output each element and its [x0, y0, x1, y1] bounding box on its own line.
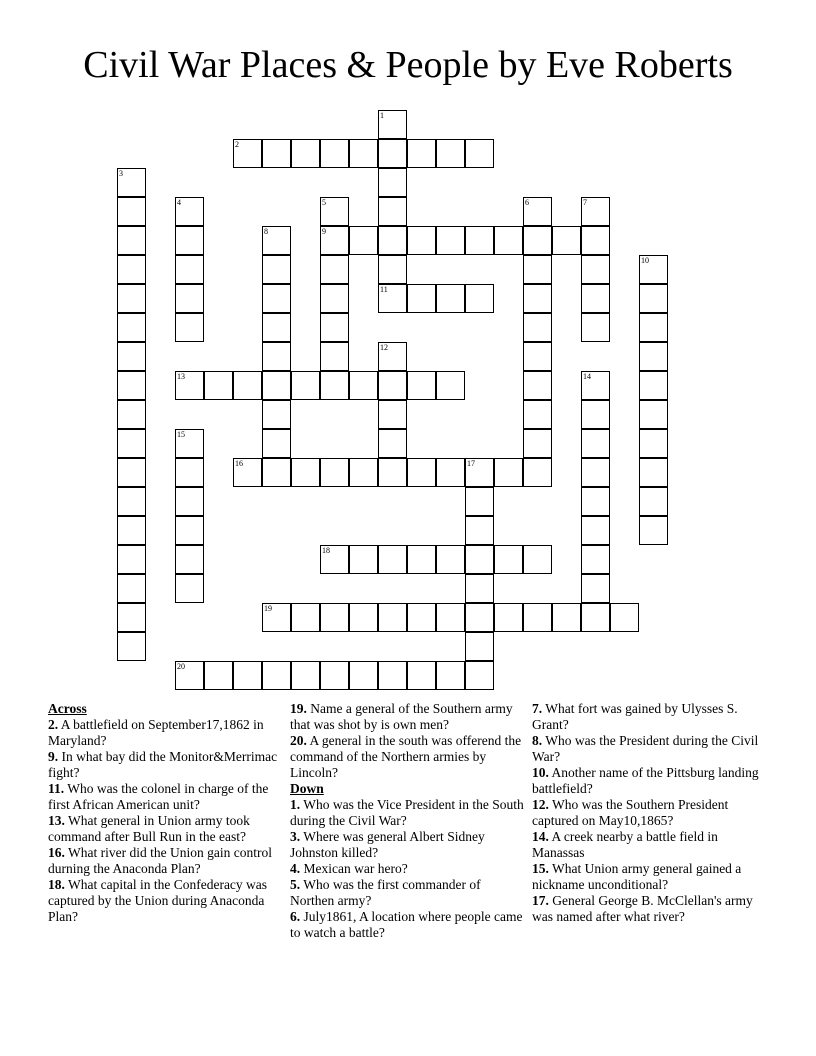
grid-cell[interactable] [465, 487, 494, 516]
grid-cell[interactable] [465, 284, 494, 313]
grid-cell[interactable] [639, 429, 668, 458]
grid-cell[interactable] [378, 255, 407, 284]
clues-column-3 [532, 701, 768, 925]
grid-cell[interactable] [581, 545, 610, 574]
grid-cell[interactable] [117, 487, 146, 516]
grid-cell[interactable] [320, 371, 349, 400]
grid-cell[interactable] [378, 226, 407, 255]
grid-cell[interactable] [523, 313, 552, 342]
grid-cell[interactable] [523, 197, 552, 226]
grid-cell[interactable] [639, 516, 668, 545]
clue-number: 16. [48, 845, 65, 860]
grid-cell[interactable] [465, 545, 494, 574]
grid-cell[interactable] [262, 661, 291, 690]
grid-cell[interactable] [320, 226, 349, 255]
grid-cell[interactable] [378, 545, 407, 574]
grid-cell[interactable] [436, 545, 465, 574]
grid-cell[interactable] [523, 545, 552, 574]
grid-cell[interactable] [407, 458, 436, 487]
cell-number: 2 [235, 140, 239, 149]
clue-number: 12. [532, 797, 549, 812]
clue-text: General George B. McClellan's army was named after what river? [532, 893, 753, 924]
grid-cell[interactable] [175, 487, 204, 516]
cell-number: 5 [322, 198, 326, 207]
grid-cell[interactable] [581, 197, 610, 226]
grid-cell[interactable] [436, 603, 465, 632]
down-clue [532, 829, 768, 861]
grid-cell[interactable] [262, 255, 291, 284]
clue-number: 2. [48, 717, 59, 732]
grid-cell[interactable] [117, 516, 146, 545]
clue-number: 15. [532, 861, 549, 876]
grid-cell[interactable] [465, 516, 494, 545]
across-clue [290, 701, 526, 733]
clue-number: 6. [290, 909, 301, 924]
cell-number: 6 [525, 198, 529, 207]
clue-text: Another name of the Pittsburg landing battlefield? [532, 765, 759, 796]
down-clue [290, 861, 526, 877]
cell-number: 10 [641, 256, 649, 265]
grid-cell[interactable] [117, 197, 146, 226]
clue-text: In what bay did the Monitor&Merrimac fight? [48, 749, 278, 780]
grid-cell[interactable] [117, 342, 146, 371]
grid-cell[interactable] [639, 400, 668, 429]
grid-cell[interactable] [581, 226, 610, 255]
grid-cell[interactable] [349, 371, 378, 400]
grid-cell[interactable] [349, 139, 378, 168]
grid-cell[interactable] [378, 400, 407, 429]
clue-number: 4. [290, 861, 301, 876]
clue-number: 5. [290, 877, 301, 892]
grid-cell[interactable] [639, 458, 668, 487]
grid-cell[interactable] [378, 139, 407, 168]
clue-text: Mexican war hero? [300, 861, 408, 876]
grid-cell[interactable] [639, 313, 668, 342]
grid-cell[interactable] [117, 429, 146, 458]
grid-cell[interactable] [320, 139, 349, 168]
across-clue [48, 749, 284, 781]
grid-cell[interactable] [465, 574, 494, 603]
grid-cell[interactable] [581, 371, 610, 400]
grid-cell[interactable] [494, 226, 523, 255]
grid-cell[interactable] [378, 168, 407, 197]
grid-cell[interactable] [175, 516, 204, 545]
grid-cell[interactable] [378, 342, 407, 371]
down-clue [532, 797, 768, 829]
cell-number: 7 [583, 198, 587, 207]
clue-number: 19. [290, 701, 307, 716]
grid-cell[interactable] [610, 603, 639, 632]
down-clue [290, 797, 526, 829]
grid-cell[interactable] [320, 603, 349, 632]
grid-cell[interactable] [407, 603, 436, 632]
grid-cell[interactable] [407, 226, 436, 255]
grid-cell[interactable] [407, 661, 436, 690]
grid-cell[interactable] [117, 574, 146, 603]
grid-cell[interactable] [378, 661, 407, 690]
grid-cell[interactable] [262, 458, 291, 487]
across-clue [48, 813, 284, 845]
grid-cell[interactable] [378, 603, 407, 632]
clue-number: 1. [290, 797, 301, 812]
grid-cell[interactable] [262, 313, 291, 342]
grid-cell[interactable] [465, 661, 494, 690]
clue-number: 17. [532, 893, 549, 908]
grid-cell[interactable] [552, 603, 581, 632]
grid-cell[interactable] [465, 603, 494, 632]
grid-cell[interactable] [262, 371, 291, 400]
clue-text: Who was the Southern President captured on May10,1865? [532, 797, 729, 828]
grid-cell[interactable] [320, 458, 349, 487]
grid-cell[interactable] [581, 313, 610, 342]
grid-cell[interactable] [349, 603, 378, 632]
grid-cell[interactable] [581, 603, 610, 632]
grid-cell[interactable] [175, 371, 204, 400]
down-clue [532, 733, 768, 765]
clue-number: 8. [532, 733, 543, 748]
cell-number: 15 [177, 430, 185, 439]
grid-cell[interactable] [117, 255, 146, 284]
grid-cell[interactable] [175, 226, 204, 255]
across-clue [48, 845, 284, 877]
grid-cell[interactable] [523, 603, 552, 632]
clue-number: 7. [532, 701, 543, 716]
grid-cell[interactable] [262, 603, 291, 632]
clue-text: Who was the Vice President in the South during the Civil War? [290, 797, 524, 828]
grid-cell[interactable] [639, 342, 668, 371]
clues-column-2 [290, 701, 526, 941]
grid-cell[interactable] [320, 313, 349, 342]
cell-number: 11 [380, 285, 388, 294]
grid-cell[interactable] [117, 603, 146, 632]
grid-cell[interactable] [378, 429, 407, 458]
grid-cell[interactable] [262, 342, 291, 371]
grid-cell[interactable] [175, 284, 204, 313]
grid-cell[interactable] [523, 458, 552, 487]
grid-cell[interactable] [523, 342, 552, 371]
grid-cell[interactable] [639, 284, 668, 313]
grid-cell[interactable] [175, 458, 204, 487]
clue-text: What river did the Union gain control durning the Anaconda Plan? [48, 845, 272, 876]
grid-cell[interactable] [262, 139, 291, 168]
clue-text: July1861, A location where people came to watch a battle? [290, 909, 523, 940]
clue-text: A general in the south was offerend the command of the Northern armies by Lincoln? [290, 733, 522, 780]
grid-cell[interactable] [233, 661, 262, 690]
grid-cell[interactable] [349, 226, 378, 255]
grid-cell[interactable] [378, 371, 407, 400]
cell-number: 8 [264, 227, 268, 236]
grid-cell[interactable] [175, 574, 204, 603]
grid-cell[interactable] [436, 226, 465, 255]
clue-number: 18. [48, 877, 65, 892]
grid-cell[interactable] [262, 226, 291, 255]
grid-cell[interactable] [407, 371, 436, 400]
clue-text: What fort was gained by Ulysses S. Grant? [532, 701, 738, 732]
across-clue [48, 877, 284, 925]
grid-cell[interactable] [175, 197, 204, 226]
grid-cell[interactable] [523, 226, 552, 255]
grid-cell[interactable] [581, 255, 610, 284]
grid-cell[interactable] [378, 458, 407, 487]
grid-cell[interactable] [349, 661, 378, 690]
grid-cell[interactable] [291, 371, 320, 400]
clue-text: Who was the colonel in charge of the first African American unit? [48, 781, 269, 812]
clue-text: What general in Union army took command after Bull Run in the east? [48, 813, 250, 844]
grid-cell[interactable] [465, 632, 494, 661]
grid-cell[interactable] [204, 661, 233, 690]
clue-text: A creek nearby a battle field in Manassas [532, 829, 718, 860]
grid-cell[interactable] [639, 487, 668, 516]
grid-cell[interactable] [117, 400, 146, 429]
grid-cell[interactable] [117, 313, 146, 342]
grid-cell[interactable] [117, 284, 146, 313]
cell-number: 1 [380, 111, 384, 120]
grid-cell[interactable] [581, 487, 610, 516]
grid-cell[interactable] [262, 429, 291, 458]
puzzle-title: Civil War Places & People by Eve Roberts [83, 44, 733, 86]
grid-cell[interactable] [523, 284, 552, 313]
down-clue [532, 701, 768, 733]
grid-cell[interactable] [523, 255, 552, 284]
grid-cell[interactable] [378, 110, 407, 139]
clue-number: 14. [532, 829, 549, 844]
grid-cell[interactable] [407, 139, 436, 168]
grid-cell[interactable] [117, 226, 146, 255]
clue-number: 10. [532, 765, 549, 780]
cell-number: 19 [264, 604, 272, 613]
grid-cell[interactable] [581, 400, 610, 429]
grid-cell[interactable] [349, 458, 378, 487]
grid-cell[interactable] [349, 545, 378, 574]
grid-cell[interactable] [465, 458, 494, 487]
grid-cell[interactable] [291, 603, 320, 632]
cell-number: 4 [177, 198, 181, 207]
grid-cell[interactable] [175, 429, 204, 458]
clue-number: 9. [48, 749, 59, 764]
grid-cell[interactable] [407, 284, 436, 313]
grid-cell[interactable] [523, 371, 552, 400]
grid-cell[interactable] [117, 458, 146, 487]
across-clue [48, 717, 284, 749]
grid-cell[interactable] [117, 632, 146, 661]
down-clue [532, 765, 768, 797]
down-clue [290, 909, 526, 941]
grid-cell[interactable] [204, 371, 233, 400]
clue-text: Where was general Albert Sidney Johnston killed? [290, 829, 485, 860]
grid-cell[interactable] [494, 458, 523, 487]
clue-text: What Union army general gained a nickname unconditional? [532, 861, 742, 892]
grid-cell[interactable] [581, 458, 610, 487]
grid-cell[interactable] [581, 574, 610, 603]
grid-cell[interactable] [581, 516, 610, 545]
down-clue [532, 861, 768, 893]
down-heading: Down [290, 781, 324, 796]
grid-cell[interactable] [494, 545, 523, 574]
cell-number: 3 [119, 169, 123, 178]
clue-text: A battlefield on September17,1862 in Maryland? [48, 717, 264, 748]
clue-text: Who was the President during the Civil War? [532, 733, 759, 764]
grid-cell[interactable] [117, 168, 146, 197]
across-clue [290, 733, 526, 781]
cell-number: 17 [467, 459, 475, 468]
grid-cell[interactable] [320, 661, 349, 690]
grid-cell[interactable] [494, 603, 523, 632]
grid-cell[interactable] [117, 545, 146, 574]
across-clue [48, 781, 284, 813]
grid-cell[interactable] [465, 139, 494, 168]
cell-number: 12 [380, 343, 388, 352]
cell-number: 20 [177, 662, 185, 671]
down-clue [290, 877, 526, 909]
grid-cell[interactable] [523, 429, 552, 458]
grid-cell[interactable] [465, 226, 494, 255]
grid-cell[interactable] [436, 458, 465, 487]
grid-cell[interactable] [320, 342, 349, 371]
clue-number: 11. [48, 781, 65, 796]
grid-cell[interactable] [581, 284, 610, 313]
grid-cell[interactable] [378, 197, 407, 226]
grid-cell[interactable] [581, 429, 610, 458]
grid-cell[interactable] [436, 284, 465, 313]
grid-cell[interactable] [233, 371, 262, 400]
grid-cell[interactable] [291, 458, 320, 487]
grid-cell[interactable] [320, 255, 349, 284]
grid-cell[interactable] [117, 371, 146, 400]
grid-cell[interactable] [552, 226, 581, 255]
grid-cell[interactable] [233, 458, 262, 487]
clue-number: 13. [48, 813, 65, 828]
grid-cell[interactable] [233, 139, 262, 168]
grid-cell[interactable] [320, 197, 349, 226]
grid-cell[interactable] [523, 400, 552, 429]
clue-text: Name a general of the Southern army that was shot by is own men? [290, 701, 513, 732]
cell-number: 9 [322, 227, 326, 236]
grid-cell[interactable] [639, 371, 668, 400]
grid-cell[interactable] [175, 545, 204, 574]
grid-cell[interactable] [378, 284, 407, 313]
cell-number: 16 [235, 459, 243, 468]
clue-text: What capital in the Confederacy was captured by the Union during Anaconda Plan? [48, 877, 268, 924]
grid-cell[interactable] [320, 545, 349, 574]
grid-cell[interactable] [436, 371, 465, 400]
grid-cell[interactable] [175, 313, 204, 342]
grid-cell[interactable] [436, 661, 465, 690]
cell-number: 13 [177, 372, 185, 381]
grid-cell[interactable] [262, 284, 291, 313]
grid-cell[interactable] [175, 661, 204, 690]
grid-cell[interactable] [291, 139, 320, 168]
grid-cell[interactable] [291, 661, 320, 690]
clue-number: 3. [290, 829, 301, 844]
clue-number: 20. [290, 733, 307, 748]
grid-cell[interactable] [320, 284, 349, 313]
across-heading: Across [48, 701, 87, 716]
down-clue [290, 829, 526, 861]
clues-column-1 [48, 701, 284, 925]
grid-cell[interactable] [407, 545, 436, 574]
down-clue [532, 893, 768, 925]
cell-number: 18 [322, 546, 330, 555]
grid-cell[interactable] [262, 400, 291, 429]
cell-number: 14 [583, 372, 591, 381]
grid-cell[interactable] [639, 255, 668, 284]
clue-text: Who was the first commander of Northen army? [290, 877, 481, 908]
grid-cell[interactable] [436, 139, 465, 168]
grid-cell[interactable] [175, 255, 204, 284]
